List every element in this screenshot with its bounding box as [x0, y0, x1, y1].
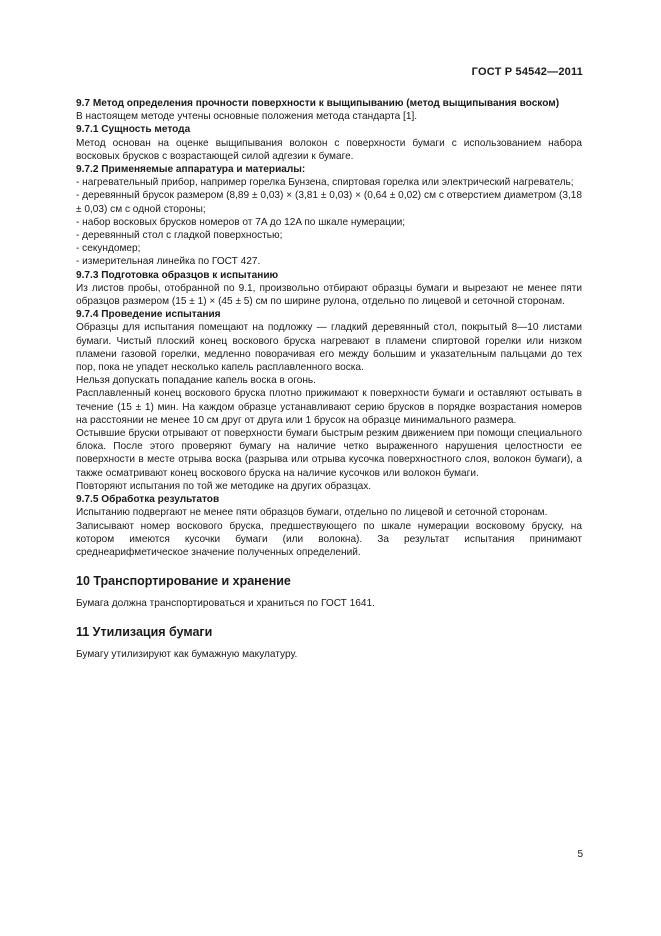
paragraph: Образцы для испытания помещают на подложку — гладкий деревянный стол, покрытый 8—10 листами бумаги. Чистый плоский конец воскового бруска нагревают в пламени спиртовой горелки или низком пламени газовой горелки, медленно поворачивая его между большим и указательным пальцами до тех пор, пока не упадет несколько капель расплавленного воска.	[76, 322, 582, 374]
paragraph: Бумага должна транспортироваться и храниться по ГОСТ 1641.	[76, 598, 375, 610]
heading-9-7-5: 9.7.5 Обработка результатов	[76, 494, 220, 506]
paragraph: Метод основан на оценке выщипывания волокон с поверхности бумаги с использованием набора восковых брусков с возрастающей силой адгезии к бумаге.	[76, 137, 582, 162]
heading-9-7-1: 9.7.1 Сущность метода	[76, 124, 191, 136]
section-heading-11: 11 Утилизация бумаги	[76, 625, 213, 640]
page-number: 5	[577, 849, 583, 860]
paragraph: В настоящем методе учтены основные положения метода стандарта [1].	[76, 111, 418, 123]
paragraph: Остывшие бруски отрывают от поверхности бумаги быстрым резким движением при помощи специального блока. После этого проверяют бумагу на наличие четко выраженного нарушения целостности ее поверхности в месте отрыва воска (разрыва или отрыва кусочка поверхностного слоя, волокон бумаги), а также осматривают конец воскового бруска на наличие кусочков или волокон бумаги.	[76, 428, 582, 479]
paragraph: Из листов пробы, отобранной по 9.1, произвольно отбирают образцы бумаги и вырезают не менее пяти образцов размером (15 ± 1) × (45 ± 5) см по ширине рулона, отдельно по лицевой и сеточной сторонам.	[76, 282, 582, 308]
document-body	[76, 97, 582, 662]
list-item: - деревянный стол с гладкой поверхностью;	[76, 230, 283, 242]
paragraph: Нельзя допускать попадание капель воска в огонь.	[76, 375, 316, 387]
paragraph: Расплавленный конец воскового бруска плотно прижимают к поверхности бумаги и оставляют остывать в течение (15 ± 1) мин. На каждом образце устанавливают серию брусков в порядке возрастания номеров на расстоянии не менее 10 см друг от друга или 1 брусок на образце минимального размера.	[76, 388, 582, 426]
heading-9-7-2: 9.7.2 Применяемые аппаратура и материалы:	[76, 164, 306, 176]
paragraph: Бумагу утилизируют как бумажную макулатуру.	[76, 649, 298, 661]
list-item: - нагревательный прибор, например горелка Бунзена, спиртовая горелка или электрический нагреватель;	[76, 177, 574, 189]
list-item: - измерительная линейка по ГОСТ 427.	[76, 256, 261, 268]
paragraph: Испытанию подвергают не менее пяти образцов бумаги, отдельно по лицевой и сеточной сторонам.	[76, 507, 548, 519]
list-item: - секундомер;	[76, 243, 141, 255]
paragraph: Повторяют испытания по той же методике на других образцах.	[76, 480, 372, 492]
heading-9-7-4: 9.7.4 Проведение испытания	[76, 309, 221, 321]
list-item: - набор восковых брусков номеров от 7A до 12A по шкале нумерации;	[76, 216, 406, 228]
heading-9-7-3: 9.7.3 Подготовка образцов к испытанию	[76, 269, 279, 281]
paragraph: Записывают номер воскового бруска, предшествующего по шкале нумерации восковому бруску, на котором имеются кусочки бумаги (или волокна). За результат испытания принимают среднеарифметическое значение полученных определений.	[76, 520, 582, 558]
document-id-header: ГОСТ Р 54542—2011	[471, 66, 583, 78]
section-heading-10: 10 Транспортирование и хранение	[76, 574, 291, 589]
heading-9-7: 9.7 Метод определения прочности поверхности к выщипыванию (метод выщипывания воском)	[76, 98, 560, 109]
list-item: - деревянный брусок размером (8,89 ± 0,03) × (3,81 ± 0,03) × (0,64 ± 0,02) см с отверстием диаметром (3,18 ± 0,03) см с одной стороны;	[76, 190, 582, 215]
